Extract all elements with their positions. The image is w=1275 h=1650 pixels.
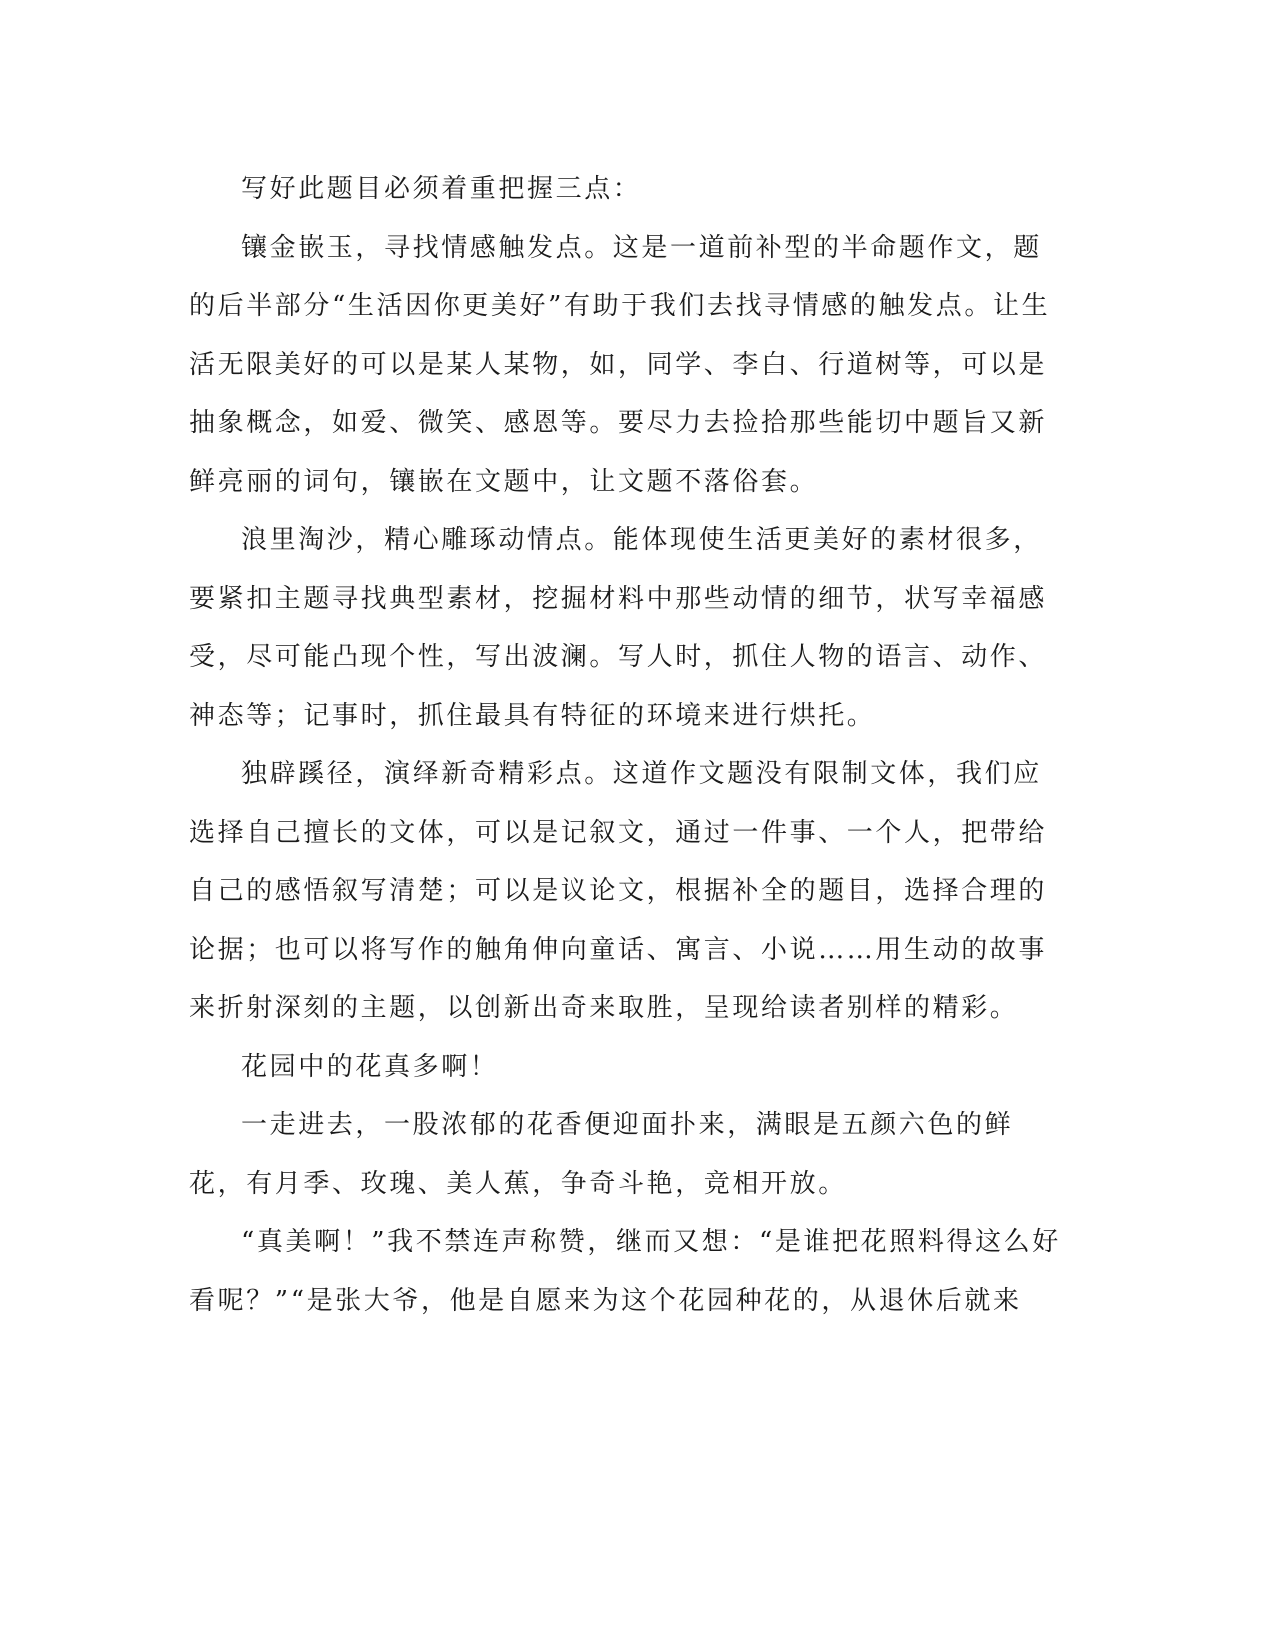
paragraph-point-one: 镶金嵌玉，寻找情感触发点。这是一道前补型的半命题作文，题的后半部分“生活因你更美好”有助于我们去找寻情感的触发点。让生活无限美好的可以是某人某物，如，同学、李白、行道树等，可以是抽象概念，如爱、微笑、感恩等。要尽力去捡拾那些能切中题旨又新鲜亮丽的词句，镶嵌在文题中，让文题不落俗套。 [189,232,1051,497]
paragraph-essay-opening: 花园中的花真多啊！ [241,1051,499,1082]
paragraph-point-two: 浪里淘沙，精心雕琢动情点。能体现使生活更美好的素材很多，要紧扣主题寻找典型素材，挖掘材料中那些动情的细节，状写幸福感受，尽可能凸现个性，写出波澜。写人时，抓住人物的语言、动作、神态等；记事时，抓住最具有特征的环境来进行烘托。 [189,525,1048,731]
paragraph-essay-flowers: 一走进去，一股浓郁的花香便迎面扑来，满眼是五颜六色的鲜花，有月季、玫瑰、美人蕉，争奇斗艳，竞相开放。 [189,1110,1014,1199]
paragraph-intro: 写好此题目必须着重把握三点： [241,174,642,204]
document-body [189,160,1069,1330]
paragraph-essay-dialogue: “真美啊！”我不禁连声称赞，继而又想：“是谁把花照料得这么好看呢？”“是张大爷，他是自愿来为这个花园种花的，从退休后就来 [189,1227,1061,1316]
paragraph-point-three: 独辟蹊径，演绎新奇精彩点。这道作文题没有限制文体，我们应选择自己擅长的文体，可以是记叙文，通过一件事、一个人，把带给自己的感悟叙写清楚；可以是议论文，根据补全的题目，选择合理的论据；也可以将写作的触角伸向童话、寓言、小说……用生动的故事来折射深刻的主题，以创新出奇来取胜，呈现给读者别样的精彩。 [189,759,1048,1023]
